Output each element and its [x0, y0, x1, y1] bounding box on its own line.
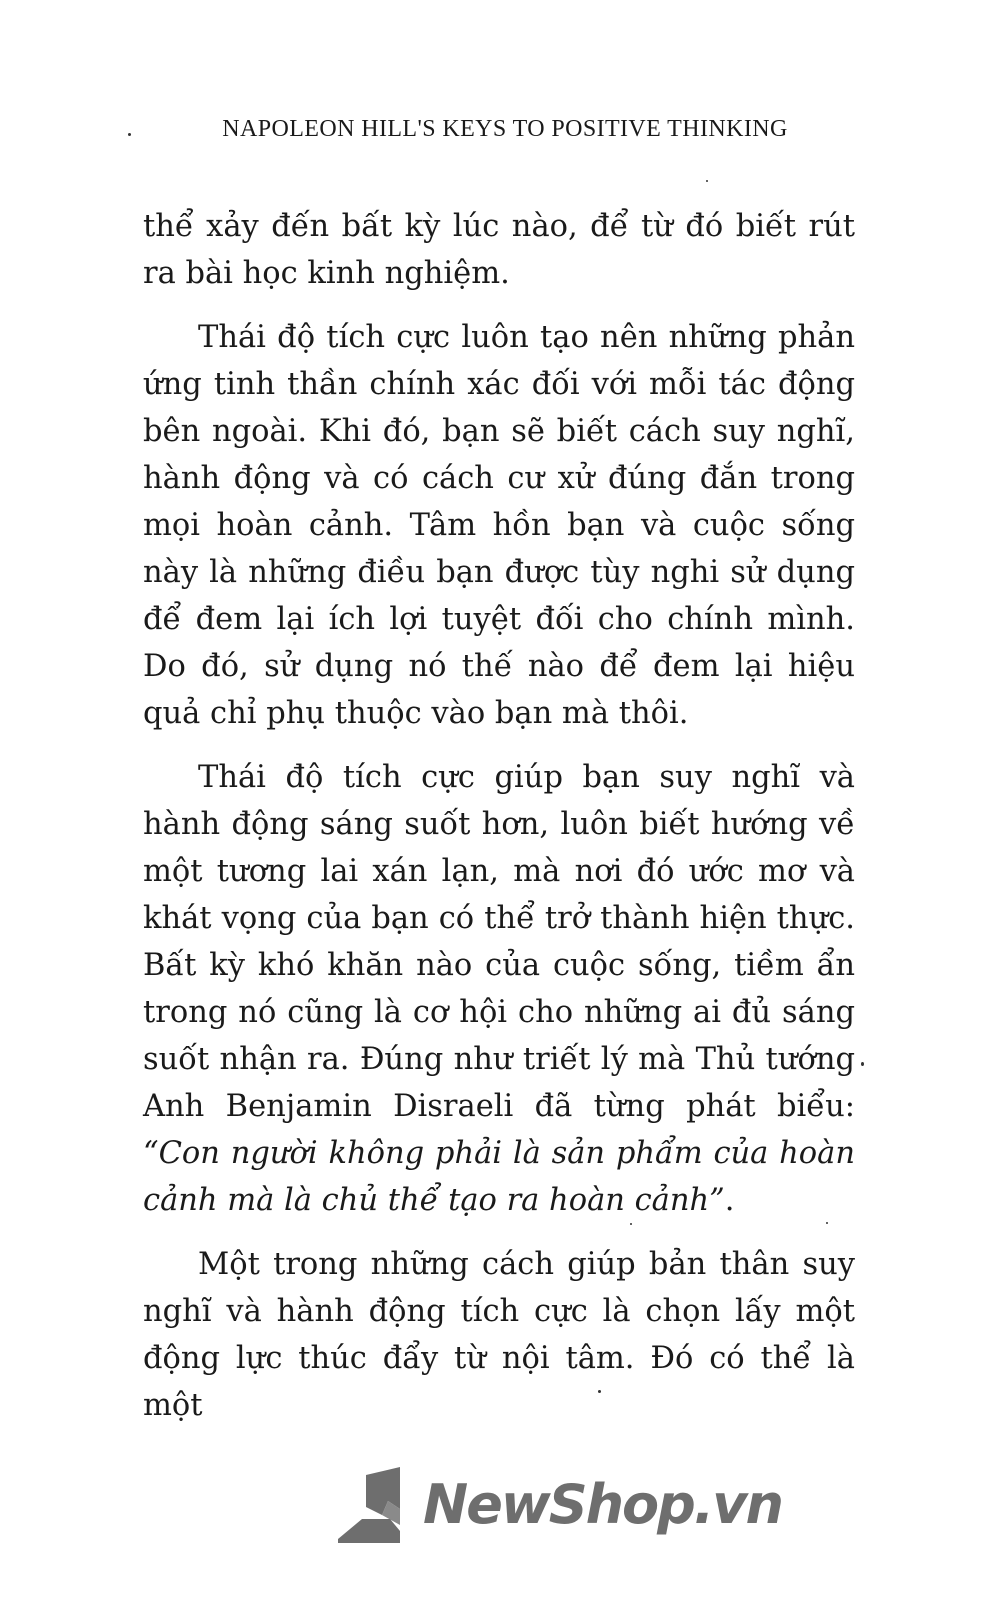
paragraph-3: [143, 754, 855, 1224]
scan-speck: [706, 180, 708, 182]
disraeli-quote: “Con người không phải là sản phẩm của hoàn cảnh mà là chủ thể tạo ra hoàn cảnh”: [143, 1136, 855, 1218]
running-header-text: NAPOLEON HILL'S KEYS TO POSITIVE THINKING: [222, 116, 788, 142]
newshop-logo-text: NewShop.vn: [423, 1473, 782, 1536]
page-body: [143, 203, 855, 1446]
newshop-watermark: [338, 1467, 782, 1547]
paragraph-3-end: .: [724, 1183, 735, 1218]
running-header: [0, 116, 1000, 143]
paragraph-4: Một trong những cách giúp bản thân suy nghĩ và hành động tích cực là chọn lấy một động lực thúc đẩy từ nội tâm. Đó có thể là một: [143, 1247, 855, 1423]
scan-speck: [861, 1062, 864, 1066]
newshop-logo-icon: [338, 1467, 418, 1547]
paragraph-3-text: Thái độ tích cực giúp bạn suy nghĩ và hành động sáng suốt hơn, luôn biết hướng về một tương lai xán lạn, mà nơi đó ước mơ và khát vọng của bạn có thể trở thành hiện thực. Bất kỳ khó khăn nào của cuộc sống, tiềm ẩn trong nó cũng là cơ hội cho những ai đủ sáng suốt nhận ra. Đúng như triết lý mà Thủ tướng Anh Benjamin Disraeli đã từng phát biểu:: [143, 760, 855, 1124]
scan-speck: [128, 133, 131, 136]
paragraph-1: thể xảy đến bất kỳ lúc nào, để từ đó biết rút ra bài học kinh nghiệm.: [143, 209, 855, 291]
paragraph-2: Thái độ tích cực luôn tạo nên những phản ứng tinh thần chính xác đối với mỗi tác động bên ngoài. Khi đó, bạn sẽ biết cách suy nghĩ, hành động và có cách cư xử đúng đắn trong mọi hoàn cảnh. Tâm hồn bạn và cuộc sống này là những điều bạn được tùy nghi sử dụng để đem lại ích lợi tuyệt đối cho chính mình. Do đó, sử dụng nó thế nào để đem lại hiệu quả chỉ phụ thuộc vào bạn mà thôi.: [143, 320, 855, 731]
